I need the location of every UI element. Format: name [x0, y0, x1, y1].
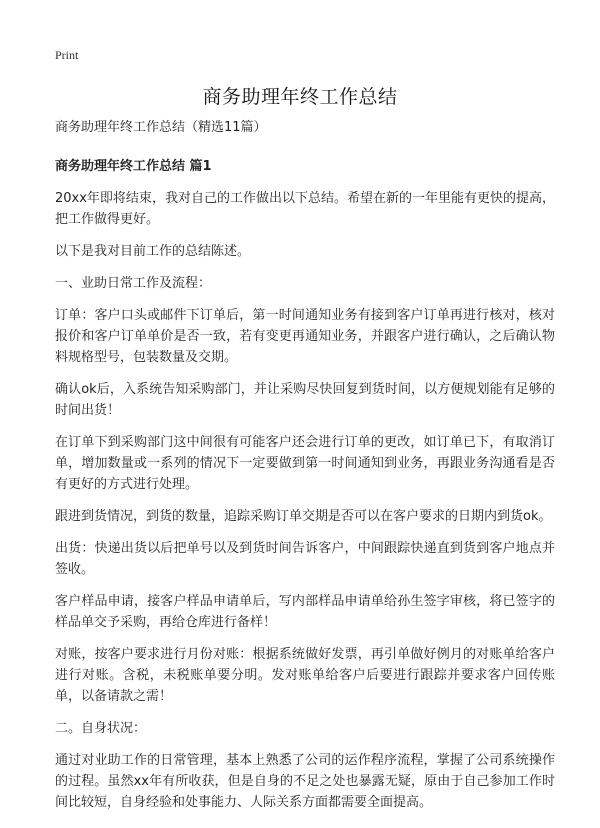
paragraph-samples: 客户样品申请，接客户样品申请单后，写内部样品申请单给孙生签字审核，将已签字的样品单交予采购，再给仓库进行备样！ — [55, 594, 555, 630]
paragraph-orders: 订单：客户口头或邮件下订单后，第一时间通知业务有接到客户订单再进行核对，核对报价和客户订单单价是否一致，若有变更再通知业务，并跟客户进行确认，之后确认物料规格型号，包装数量及交期。 — [55, 308, 555, 365]
section-heading: 商务助理年终工作总结 篇1 — [55, 159, 212, 174]
paragraph-order-changes: 在订单下到采购部门这中间很有可能客户还会进行订单的更改，如订单已下，有取消订单，增加数量或一系列的情况下一定要做到第一时间通知到业务，再跟业务沟通看是否有更好的方式进行处理。 — [55, 435, 555, 492]
paragraph-self-assessment: 通过对业助工作的日常管理，基本上熟悉了公司的运作程序流程，掌握了公司系统操作的过程。虽然xx年有所收获，但是自身的不足之处也暴露无疑，原由于自己参加工作时间比较短，自身经验和处事能力、人际关系方面都需要全面提高。 — [55, 753, 555, 810]
paragraph-summary-lead: 以下是我对目前工作的总结陈述。 — [55, 244, 251, 259]
paragraph-heading-daily-work: 一、业助日常工作及流程： — [55, 276, 212, 291]
paragraph-reconciliation: 对账，按客户要求进行月份对账：根据系统做好发票，再引单做好例月的对账单给客户进行对账。含税，未税账单要分明。发对账单给客户后要进行跟踪并要求客户回传账单，以备请款之需！ — [55, 647, 555, 704]
document-subtitle: 商务助理年终工作总结（精选11篇） — [55, 120, 267, 135]
paragraph-heading-self-status: 二。自身状况： — [55, 721, 147, 736]
document-title: 商务助理年终工作总结 — [202, 86, 398, 108]
paragraph-shipping: 出货：快递出货以后把单号以及到货时间告诉客户，中间跟踪快递直到货到客户地点并签收。 — [55, 541, 555, 577]
document-body — [55, 118, 555, 824]
print-link[interactable]: Print — [55, 48, 79, 62]
paragraph-follow-up: 跟进到货情况，到货的数量，追踪采购订单交期是否可以在客户要求的日期内到货ok。 — [55, 509, 552, 524]
paragraph-confirm: 确认ok后，入系统告知采购部门，并让采购尽快回复到货时间，以方便规划能有足够的时间出货！ — [55, 382, 555, 418]
paragraph-intro: 20xx年即将结束，我对自己的工作做出以下总结。希望在新的一年里能有更快的提高，把工作做得更好。 — [55, 191, 555, 227]
